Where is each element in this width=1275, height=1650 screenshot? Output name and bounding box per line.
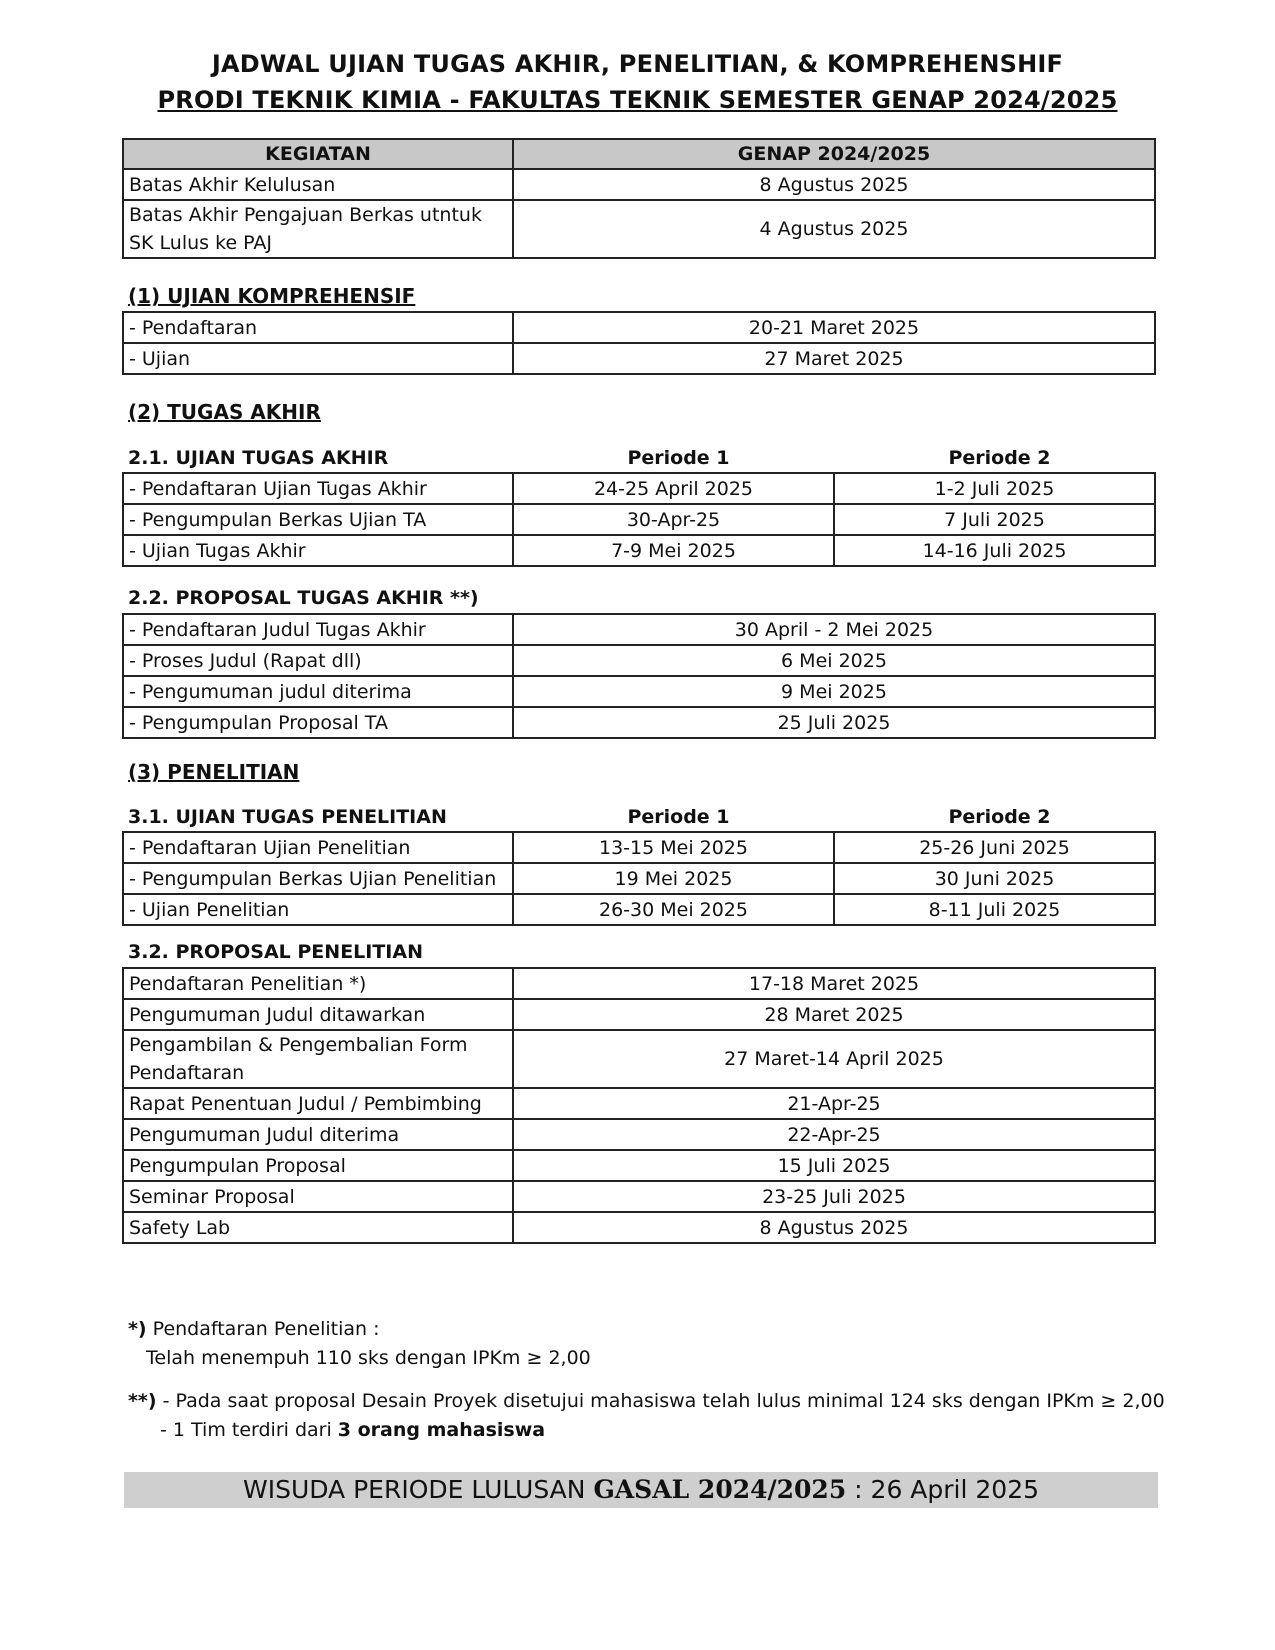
footnote-2-detail-bold: 3 orang mahasiswa (337, 1419, 546, 1441)
table-header-row (123, 139, 1155, 169)
table-row (123, 1119, 1155, 1150)
period-2-label: Periode 2 (948, 806, 1051, 828)
table-row (123, 1030, 1155, 1088)
table-row (123, 1088, 1155, 1119)
row-label: - Pendaftaran (123, 312, 513, 343)
table-row (123, 707, 1155, 738)
row-value: 30 April - 2 Mei 2025 (513, 614, 1155, 645)
table-row (123, 676, 1155, 707)
row-period-1: 13-15 Mei 2025 (513, 832, 834, 863)
table-row (123, 863, 1155, 894)
footnote-1-detail: Telah menempuh 110 sks dengan IPKm ≥ 2,00 (146, 1347, 591, 1369)
proposal-ta-table (122, 613, 1156, 739)
table-row (123, 473, 1155, 504)
header-genap: GENAP 2024/2025 (513, 139, 1155, 169)
ujian-penelitian-table (122, 831, 1156, 926)
row-value: 17-18 Maret 2025 (513, 968, 1155, 999)
footnote-1 (128, 1318, 379, 1340)
row-period-2: 8-11 Juli 2025 (834, 894, 1155, 925)
period-2-label: Periode 2 (948, 447, 1051, 469)
row-label: Pengumuman Judul diterima (123, 1119, 513, 1150)
wisuda-prefix: WISUDA PERIODE LULUSAN (242, 1475, 594, 1504)
document-subtitle: PRODI TEKNIK KIMIA - FAKULTAS TEKNIK SEMESTER GENAP 2024/2025 (157, 86, 1118, 114)
row-period-1: 24-25 April 2025 (513, 473, 834, 504)
table-row (123, 1150, 1155, 1181)
table-row (123, 832, 1155, 863)
table-row (123, 999, 1155, 1030)
table-row (123, 312, 1155, 343)
table-row (123, 894, 1155, 925)
row-period-2: 7 Juli 2025 (834, 504, 1155, 535)
row-value: 22-Apr-25 (513, 1119, 1155, 1150)
wisuda-banner (124, 1472, 1158, 1508)
table-row (123, 1181, 1155, 1212)
table-row (123, 169, 1155, 200)
table-row (123, 645, 1155, 676)
row-label: - Ujian (123, 343, 513, 374)
row-label: Pengambilan & Pengembalian Form Pendaftaran (123, 1030, 513, 1088)
subsection-title: 3.1. UJIAN TUGAS PENELITIAN (128, 806, 447, 828)
footnote-2-detail-text: - 1 Tim terdiri dari (160, 1419, 338, 1441)
footnote-1-text: Pendaftaran Penelitian : (146, 1318, 380, 1340)
subsection-heading-proposal-ta: 2.2. PROPOSAL TUGAS AKHIR **) (128, 587, 479, 609)
komprehensif-table (122, 311, 1156, 375)
row-value: 27 Maret-14 April 2025 (513, 1030, 1155, 1088)
row-period-1: 26-30 Mei 2025 (513, 894, 834, 925)
subsection-title: 2.1. UJIAN TUGAS AKHIR (128, 447, 389, 469)
footnote-1-mark: *) (128, 1318, 147, 1340)
footnote-2-mark: **) (128, 1390, 157, 1412)
row-label: Pengumpulan Proposal (123, 1150, 513, 1181)
row-label: - Pendaftaran Ujian Penelitian (123, 832, 513, 863)
row-period-1: 30-Apr-25 (513, 504, 834, 535)
wisuda-semester: GASAL 2024/2025 (593, 1475, 847, 1504)
ujian-ta-table (122, 472, 1156, 567)
main-schedule-table (122, 138, 1156, 259)
subsection-heading-ujian-ta (128, 447, 1154, 469)
table-row (123, 1212, 1155, 1243)
row-label: Seminar Proposal (123, 1181, 513, 1212)
period-1-label: Periode 1 (627, 806, 730, 828)
row-value: 15 Juli 2025 (513, 1150, 1155, 1181)
row-period-1: 19 Mei 2025 (513, 863, 834, 894)
footnote-2-detail (160, 1419, 545, 1441)
row-label: - Pendaftaran Judul Tugas Akhir (123, 614, 513, 645)
row-label: - Pengumpulan Proposal TA (123, 707, 513, 738)
table-row (123, 614, 1155, 645)
row-value: 9 Mei 2025 (513, 676, 1155, 707)
row-label: - Pengumpulan Berkas Ujian Penelitian (123, 863, 513, 894)
row-label: - Pengumuman judul diterima (123, 676, 513, 707)
subsection-heading-proposal-penelitian: 3.2. PROPOSAL PENELITIAN (128, 941, 423, 963)
row-value: 6 Mei 2025 (513, 645, 1155, 676)
section-heading-penelitian: (3) PENELITIAN (128, 760, 300, 784)
row-period-2: 25-26 Juni 2025 (834, 832, 1155, 863)
footnote-2-text: - Pada saat proposal Desain Proyek disetujui mahasiswa telah lulus minimal 124 sks dengan IPKm ≥ 2,00 (156, 1390, 1165, 1412)
document-title: JADWAL UJIAN TUGAS AKHIR, PENELITIAN, & KOMPREHENSHIF (211, 50, 1064, 78)
row-period-2: 14-16 Juli 2025 (834, 535, 1155, 566)
table-row (123, 968, 1155, 999)
footnote-2 (128, 1390, 1165, 1412)
row-value: 27 Maret 2025 (513, 343, 1155, 374)
row-value: 21-Apr-25 (513, 1088, 1155, 1119)
section-heading-komprehensif: (1) UJIAN KOMPREHENSIF (128, 284, 416, 308)
row-period-2: 30 Juni 2025 (834, 863, 1155, 894)
period-1-label: Periode 1 (627, 447, 730, 469)
row-label: - Pendaftaran Ujian Tugas Akhir (123, 473, 513, 504)
row-value: 28 Maret 2025 (513, 999, 1155, 1030)
row-label: - Pengumpulan Berkas Ujian TA (123, 504, 513, 535)
row-period-2: 1-2 Juli 2025 (834, 473, 1155, 504)
row-value: 8 Agustus 2025 (513, 169, 1155, 200)
row-label: - Proses Judul (Rapat dll) (123, 645, 513, 676)
section-heading-tugas-akhir: (2) TUGAS AKHIR (128, 400, 321, 424)
row-value: 23-25 Juli 2025 (513, 1181, 1155, 1212)
row-label: Rapat Penentuan Judul / Pembimbing (123, 1088, 513, 1119)
row-value: 20-21 Maret 2025 (513, 312, 1155, 343)
row-value: 4 Agustus 2025 (513, 200, 1155, 258)
row-label: - Ujian Tugas Akhir (123, 535, 513, 566)
subsection-heading-ujian-penelitian (128, 806, 1154, 828)
table-row (123, 343, 1155, 374)
row-label: Batas Akhir Kelulusan (123, 169, 513, 200)
table-row (123, 535, 1155, 566)
row-label: Pengumuman Judul ditawarkan (123, 999, 513, 1030)
row-value: 25 Juli 2025 (513, 707, 1155, 738)
proposal-penelitian-table (122, 967, 1156, 1244)
table-row (123, 200, 1155, 258)
row-period-1: 7-9 Mei 2025 (513, 535, 834, 566)
row-label: Safety Lab (123, 1212, 513, 1243)
wisuda-date: : 26 April 2025 (846, 1475, 1040, 1504)
row-label: Batas Akhir Pengajuan Berkas utntuk SK Lulus ke PAJ (123, 200, 513, 258)
table-row (123, 504, 1155, 535)
row-label: - Ujian Penelitian (123, 894, 513, 925)
row-label: Pendaftaran Penelitian *) (123, 968, 513, 999)
row-value: 8 Agustus 2025 (513, 1212, 1155, 1243)
header-kegiatan: KEGIATAN (123, 139, 513, 169)
